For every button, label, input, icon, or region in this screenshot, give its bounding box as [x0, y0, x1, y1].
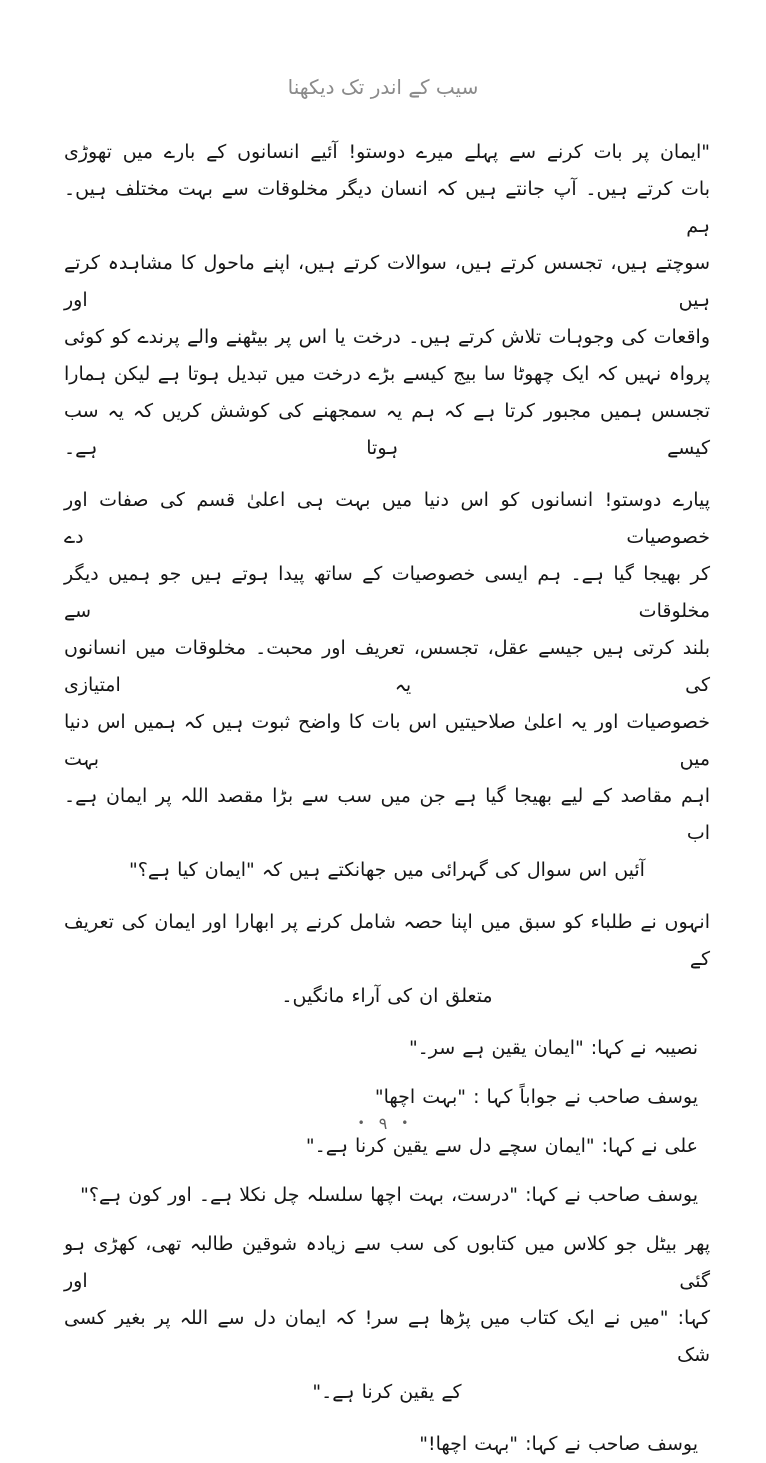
dialog-line-block — [64, 1030, 710, 1067]
page-body-text — [64, 134, 710, 1463]
dialog-line-block — [64, 1128, 710, 1165]
text-line: خصوصیات اور یہ اعلیٰ صلاحیتیں اس بات کا واضح ثبوت ہیں کہ ہمیں اس دنیا میں بہت — [64, 711, 710, 770]
text-line: نصیبہ نے کہا: "ایمان یقین ہے سر۔" — [408, 1037, 698, 1059]
text-line: بات کرتے ہیں۔ آپ جانتے ہیں کہ انسان دیگر مخلوقات سے بہت مختلف ہیں۔ ہم — [64, 178, 710, 237]
page-footer — [0, 1114, 766, 1133]
text-line: یوسف صاحب نے کہا: "بہت اچھا!" — [419, 1433, 698, 1455]
running-header-title: سیب کے اندر تک دیکھنا — [287, 75, 479, 99]
text-line: یوسف صاحب نے کہا: "درست، بہت اچھا سلسلہ چل نکلا ہے۔ اور کون ہے؟" — [80, 1184, 698, 1206]
page-number: ٩ — [378, 1114, 388, 1133]
text-line: آئیں اس سوال کی گہرائی میں جھانکتے ہیں کہ "ایمان کیا ہے؟" — [129, 859, 645, 881]
text-line: کہا: "میں نے ایک کتاب میں پڑھا ہے سر! کہ ایمان دل سے اللہ پر بغیر کسی شک — [64, 1307, 710, 1366]
text-line: علی نے کہا: "ایمان سچے دل سے یقین کرنا ہے۔" — [305, 1135, 698, 1157]
footer-ornament-left: • — [357, 1116, 365, 1130]
text-line: پیارے دوستو! انسانوں کو اس دنیا میں بہت ہی اعلیٰ قسم کی صفات اور خصوصیات دے — [64, 489, 710, 548]
text-line: متعلق ان کی آراء مانگیں۔ — [281, 985, 493, 1007]
text-line: انہوں نے طلباء کو سبق میں اپنا حصہ شامل کرنے پر ابھارا اور ایمان کی تعریف کے — [64, 911, 710, 970]
text-line: اہم مقاصد کے لیے بھیجا گیا ہے جن میں سب سے بڑا مقصد اللہ پر ایمان ہے۔ اب — [64, 785, 710, 844]
paragraph — [64, 482, 710, 889]
text-line: پرواہ نہیں کہ ایک چھوٹا سا بیج کیسے بڑے درخت میں تبدیل ہوتا ہے لیکن ہمارا — [64, 363, 710, 385]
text-line: تجسس ہمیں مجبور کرتا ہے کہ ہم یہ سمجھنے کی کوشش کریں کہ یہ سب کیسے ہوتا ہے۔ — [64, 400, 710, 459]
paragraph — [64, 1226, 710, 1411]
footer-ornament-right: • — [401, 1116, 409, 1130]
paragraph — [64, 134, 710, 467]
dialog-line-block — [64, 1079, 710, 1116]
dialog-line-block — [64, 1426, 710, 1463]
text-line: یوسف صاحب نے جواباً کہا : "بہت اچھا" — [374, 1086, 698, 1108]
paragraph — [64, 904, 710, 1015]
text-line: "ایمان پر بات کرنے سے پہلے میرے دوستو! آئیے انسانوں کے بارے میں تھوڑی — [64, 141, 710, 163]
text-line: پھر بیٹل جو کلاس میں کتابوں کی سب سے زیادہ شوقین طالبہ تھی، کھڑی ہو گئی اور — [64, 1233, 710, 1292]
text-line: سوچتے ہیں، تجسس کرتے ہیں، سوالات کرتے ہیں، اپنے ماحول کا مشاہدہ کرتے ہیں اور — [64, 252, 710, 311]
text-line: کر بھیجا گیا ہے۔ ہم ایسی خصوصیات کے ساتھ پیدا ہوتے ہیں جو ہمیں دیگر مخلوقات سے — [64, 563, 710, 622]
dialog-line-block — [64, 1177, 710, 1214]
text-line: کے یقین کرنا ہے۔" — [312, 1381, 462, 1403]
text-line: بلند کرتی ہیں جیسے عقل، تجسس، تعریف اور محبت۔ مخلوقات میں انسانوں کی یہ امتیازی — [64, 637, 710, 696]
text-line: واقعات کی وجوہات تلاش کرتے ہیں۔ درخت یا اس پر بیٹھنے والے پرندے کو کوئی — [64, 326, 710, 348]
